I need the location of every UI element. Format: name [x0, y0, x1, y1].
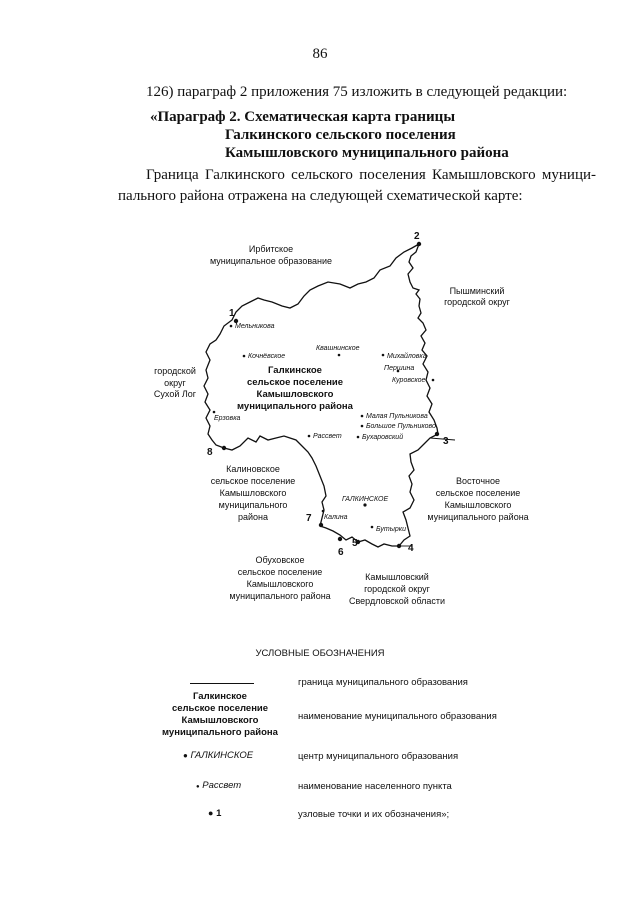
settlement-dot [243, 355, 246, 358]
settlement-dot [361, 415, 364, 418]
boundary-map [0, 220, 640, 620]
neighbor-kalin-2: сельское поселение [210, 476, 296, 486]
node-label-5: 5 [352, 538, 358, 549]
node-label-4: 4 [408, 543, 414, 554]
settlement-butyrki: Бутырки [376, 526, 406, 533]
neighbor-kalin-1: Калиновское [226, 464, 280, 474]
settlement-pershina: Першина [384, 365, 415, 372]
legend-center-desc: центр муниципального образования [298, 751, 459, 762]
settlement-bukharovsky: Бухаровский [362, 434, 404, 441]
settlement-bolshoe-pulnikovo: Большое Пульниково [366, 423, 436, 430]
neighbor-sukhoy-3: Сухой Лог [153, 389, 197, 399]
center-dot [363, 503, 366, 506]
legend-name-sample [140, 691, 300, 739]
legend-name-sample-2: сельское поселение [171, 703, 269, 714]
legend-settlement-desc: наименование населенного пункта [298, 781, 452, 792]
settlement-dot [357, 436, 360, 439]
neighbor-kalin-4: муниципального [218, 500, 288, 510]
settlement-rassvet: Рассвет [313, 433, 342, 440]
neighbor-vost-4: муниципального района [427, 512, 529, 522]
heading-line-2: Галкинского сельского поселения [225, 127, 456, 143]
settlement-malaya-pulnikova: Малая Пульникова [366, 413, 428, 420]
settlement-kochnevskoe: Кочнёвское [248, 353, 286, 360]
node-label-2: 2 [414, 231, 420, 242]
legend-boundary-desc: граница муниципального образования [298, 677, 468, 688]
node-label-6: 6 [338, 547, 344, 558]
legend-name-sample-4: муниципального района [162, 727, 278, 738]
settlement-kalina: Калина [324, 514, 348, 521]
neighbor-pyshma-2: городской округ [444, 297, 510, 307]
neighbor-obukh-2: сельское поселение [237, 567, 323, 577]
neighbor-pyshma-1: Пышминский [449, 286, 505, 296]
node-point-4 [397, 544, 401, 548]
settlement-dot [230, 325, 233, 328]
legend-settlement-sample [196, 780, 241, 791]
neighbor-kalin-5: района [237, 512, 269, 522]
neighbor-sukhoy-2: округ [164, 378, 186, 388]
legend-name-desc: наименование муниципального образования [298, 711, 497, 722]
legend-settlement-label: Рассвет [202, 780, 242, 791]
neighbor-irbit-2: муниципальное образование [209, 256, 333, 266]
legend-title: УСЛОВНЫЕ ОБОЗНАЧЕНИЯ [255, 648, 385, 659]
settlement-dot [382, 354, 385, 357]
settlement-dot [322, 510, 325, 513]
node-point-6 [338, 537, 342, 541]
settlement-melnikova: Мельникова [235, 323, 275, 330]
intro-line: 126) параграф 2 приложения 75 изложить в следующей редакции: [146, 84, 568, 100]
legend-node-desc: узловые точки и их обозначения»; [298, 809, 450, 820]
neighbor-kam-2: городской округ [364, 584, 430, 594]
area-label-1: Галкинское [268, 365, 322, 376]
node-point-8 [222, 446, 226, 450]
heading-line-1: «Параграф 2. Схематическая карта границы [150, 109, 456, 125]
legend-center-label: ГАЛКИНСКОЕ [190, 750, 254, 761]
legend-node-sample [208, 808, 221, 819]
neighbor-sukhoy-1: городской [154, 366, 196, 376]
settlement-mikhailovka: Михайловка [387, 353, 427, 360]
settlement-kvashninskoe: Квашнинское [316, 345, 360, 352]
legend-name-sample-3: Камышловского [181, 715, 259, 726]
area-label-4: муниципального района [237, 401, 353, 412]
neighbor-obukh-3: Камышловского [246, 579, 314, 589]
settlement-dot [338, 354, 341, 357]
page-number: 86 [312, 46, 328, 62]
node-label-7: 7 [306, 513, 312, 524]
settlement-dot [213, 411, 216, 414]
legend-center-sample [183, 750, 253, 761]
node-point-3 [435, 432, 439, 436]
settlement-kurovskoe: Куровское [392, 377, 426, 384]
settlement-erzovka: Ерзовка [214, 415, 241, 422]
legend-boundary-line [190, 683, 254, 684]
settlement-dot [432, 379, 435, 382]
settlement-dot [308, 435, 311, 438]
node-label-3: 3 [443, 436, 449, 447]
legend-node-label: 1 [216, 808, 222, 819]
neighbor-irbit-1: Ирбитское [248, 244, 294, 254]
neighbor-vost-1: Восточное [455, 476, 501, 486]
node-point-7 [319, 523, 323, 527]
center-galkinskoe: ГАЛКИНСКОЕ [342, 496, 389, 503]
neighbor-kalin-3: Камышловского [219, 488, 287, 498]
neighbor-vost-3: Камышловского [444, 500, 512, 510]
neighbor-kam-3: Свердловской области [348, 596, 446, 606]
settlement-dot [371, 526, 374, 529]
legend-name-sample-1: Галкинское [193, 691, 247, 702]
legend-center-dot: ● [183, 751, 188, 760]
neighbor-obukh-4: муниципального района [229, 591, 331, 601]
node-label-1: 1 [229, 308, 235, 319]
neighbor-obukh-1: Обуховское [255, 555, 305, 565]
heading-line-3: Камышловского муниципального района [225, 145, 509, 161]
area-label-2: сельское поселение [246, 377, 344, 388]
legend-node-dot: ● [208, 808, 214, 818]
legend-settlement-dot: ● [196, 784, 200, 790]
node-label-8: 8 [207, 447, 213, 458]
area-label-3: Камышловского [256, 389, 334, 400]
node-point-2 [417, 242, 421, 246]
neighbor-kam-1: Камышловский [365, 572, 429, 582]
settlement-dot [361, 425, 364, 428]
description-paragraph: Граница Галкинского сельского поселения Камышловского муници-пального района отражена на следующей схематической карте: [118, 167, 596, 204]
neighbor-vost-2: сельское поселение [435, 488, 521, 498]
